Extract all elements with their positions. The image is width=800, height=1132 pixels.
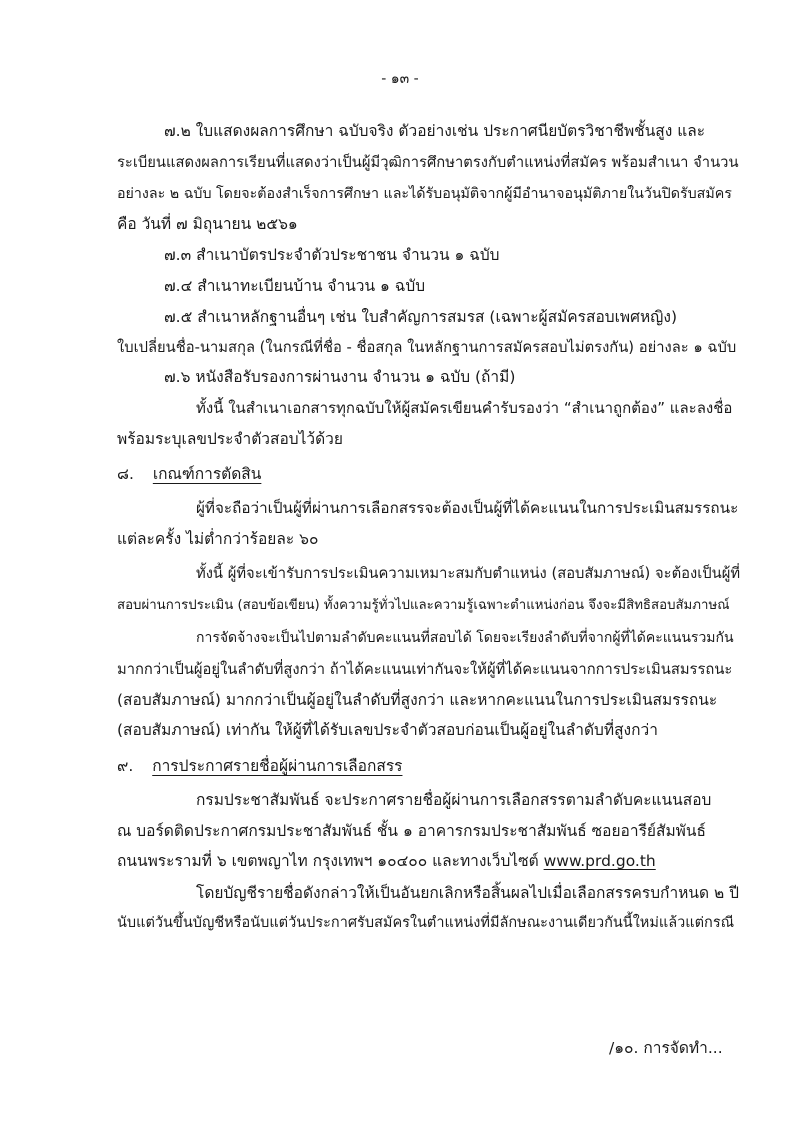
item-7-2-line-3: อย่างละ ๒ ฉบับ โดยจะต้องสำเร็จการศึกษา และได้รับอนุมัติจากผู้มีอำนาจอนุมัติภายในวันปิดรับสมัคร — [117, 186, 732, 202]
item-7-2-line-1: ๗.๒ ใบแสดงผลการศึกษา ฉบับจริง ตัวอย่างเช่น ประกาศนียบัตรวิชาชีพชั้นสูง และ — [164, 122, 706, 140]
section-8-p3-line-2: มากกว่าเป็นผู้อยู่ในลำดับที่สูงกว่า ถ้าได้คะแนนเท่ากันจะให้ผู้ที่ได้คะแนนจากการประเมินสมรรถนะ — [117, 661, 733, 678]
section-8-p2-line-2: สอบผ่านการประเมิน (สอบข้อเขียน) ทั้งความรู้ทั่วไปและความรู้เฉพาะตำแหน่งก่อน จึงจะมีสิทธิสอบสัมภาษณ์ — [117, 598, 730, 613]
note-line-1: ทั้งนี้ ในสำเนาเอกสารทุกฉบับให้ผู้สมัครเขียนคำรับรองว่า “สำเนาถูกต้อง” และลงชื่อ — [196, 399, 733, 417]
item-7-6: ๗.๖ หนังสือรับรองการผ่านงาน จำนวน ๑ ฉบับ (ถ้ามี) — [164, 368, 516, 386]
section-8-p3-line-3: (สอบสัมภาษณ์) มากกว่าเป็นผู้อยู่ในลำดับที่สูงกว่า และหากคะแนนในการประเมินสมรรถนะ — [117, 691, 718, 709]
section-9-address-text: ถนนพระรามที่ ๖ เขตพญาไท กรุงเทพฯ ๑๐๔๐๐ และทางเว็บไซต์ — [117, 852, 544, 870]
section-8-p2-line-1: ทั้งนี้ ผู้ที่จะเข้ารับการประเมินความเหมาะสมกับตำแหน่ง (สอบสัมภาษณ์) จะต้องเป็นผู้ที่ — [196, 565, 741, 582]
section-8-p3-line-4: (สอบสัมภาษณ์) เท่ากัน ให้ผู้ที่ได้รับเลขประจำตัวสอบก่อนเป็นผู้อยู่ในลำดับที่สูงกว่า — [117, 721, 658, 739]
item-7-2-line-4: คือ วันที่ ๗ มิถุนายน ๒๕๖๑ — [117, 215, 298, 233]
section-9-title: การประกาศรายชื่อผู้ผ่านการเลือกสรร — [152, 757, 403, 775]
next-page-reference: /๑๐. การจัดทำ... — [609, 1039, 723, 1057]
section-9-p2-line-1: โดยบัญชีรายชื่อดังกล่าวให้เป็นอันยกเลิกหรือสิ้นผลไปเมื่อเลือกสรรครบกำหนด ๒ ปี — [196, 884, 739, 902]
section-8-title: เกณฑ์การตัดสิน — [152, 465, 262, 483]
item-7-4: ๗.๔ สำเนาทะเบียนบ้าน จำนวน ๑ ฉบับ — [164, 277, 426, 295]
section-8-number: ๘. — [117, 465, 134, 483]
item-7-3: ๗.๓ สำเนาบัตรประจำตัวประชาชน จำนวน ๑ ฉบับ — [164, 246, 500, 264]
section-9-number: ๙. — [117, 757, 134, 775]
section-8-heading — [117, 463, 261, 485]
section-9-p1-line-3 — [117, 850, 656, 872]
item-7-2-line-2: ระเบียนแสดงผลการเรียนที่แสดงว่าเป็นผู้มีวุฒิการศึกษาตรงกับตำแหน่งที่สมัคร พร้อมสำเนา จำนวน — [117, 154, 739, 171]
section-9-p1-line-2: ณ บอร์ดติดประกาศกรมประชาสัมพันธ์ ชั้น ๑ อาคารกรมประชาสัมพันธ์ ซอยอารีย์สัมพันธ์ — [117, 822, 706, 840]
item-7-5-line-1: ๗.๕ สำเนาหลักฐานอื่นๆ เช่น ใบสำคัญการสมรส (เฉพาะผู้สมัครสอบเพศหญิง) — [164, 308, 678, 326]
website-link[interactable]: www.prd.go.th — [543, 852, 656, 870]
section-8-p3-line-1: การจัดจ้างจะเป็นไปตามลำดับคะแนนที่สอบได้ โดยจะเรียงลำดับที่จากผู้ที่ได้คะแนนรวมกัน — [196, 630, 734, 646]
section-8-p1-line-1: ผู้ที่จะถือว่าเป็นผู้ที่ผ่านการเลือกสรรจะต้องเป็นผู้ที่ได้คะแนนในการประเมินสมรรถนะ — [196, 499, 739, 517]
section-9-heading — [117, 755, 402, 777]
page-number: - ๑๓ - — [381, 71, 419, 87]
item-7-5-line-2: ใบเปลี่ยนชื่อ-นามสกุล (ในกรณีที่ชื่อ - ชื่อสกุล ในหลักฐานการสมัครสอบไม่ตรงกัน) อย่างละ ๑ ฉบับ — [117, 339, 737, 356]
section-8-p1-line-2: แต่ละครั้ง ไม่ต่ำกว่าร้อยละ ๖๐ — [117, 530, 319, 548]
note-line-2: พร้อมระบุเลขประจำตัวสอบไว้ด้วย — [117, 430, 343, 448]
section-9-p2-line-2: นับแต่วันขึ้นบัญชีหรือนับแต่วันประกาศรับสมัครในตำแหน่งที่มีลักษณะงานเดียวกันนี้ใหม่แล้วแต่กรณี — [117, 915, 735, 931]
section-9-p1-line-1: กรมประชาสัมพันธ์ จะประกาศรายชื่อผู้ผ่านการเลือกสรรตามลำดับคะแนนสอบ — [196, 791, 712, 809]
